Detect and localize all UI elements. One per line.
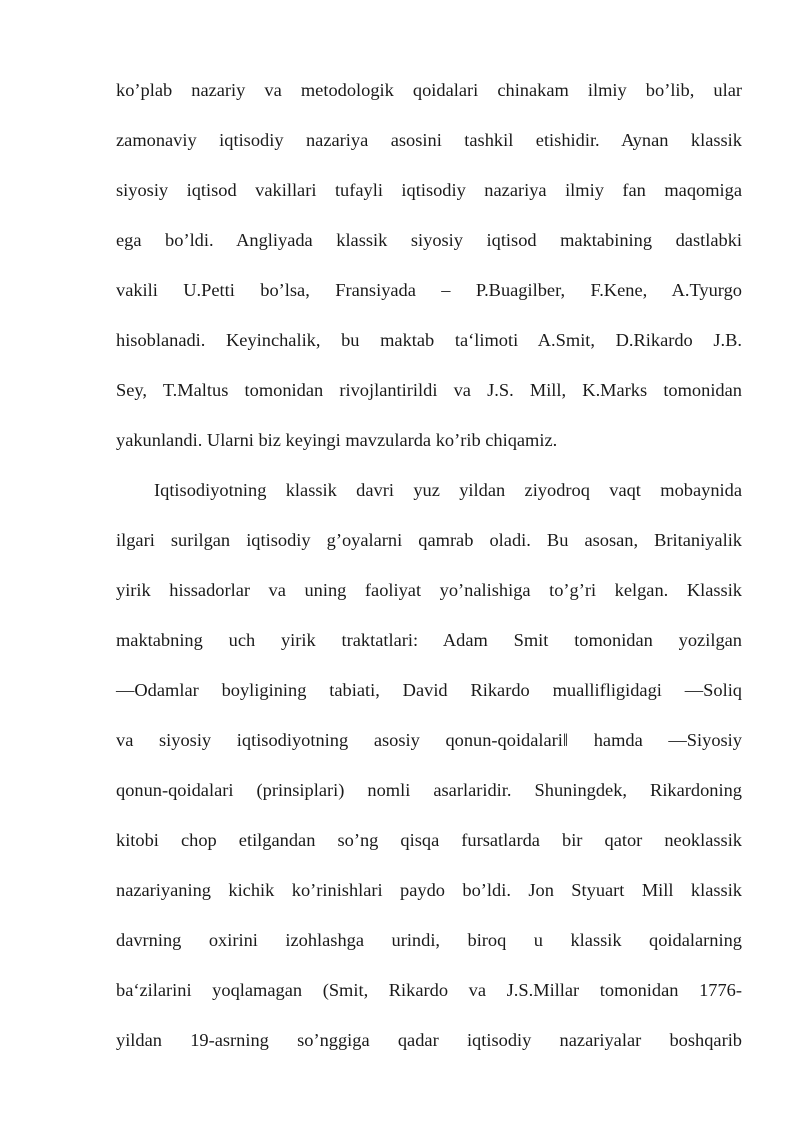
- text-line: ko’plab nazariy va metodologik qoidalari chinakam ilmiy bo’lib, ular: [116, 80, 742, 100]
- text-line: hisoblanadi. Keyinchalik, bu maktab ta‘limoti A.Smit, D.Rikardo J.B.: [116, 330, 742, 350]
- text-line: Sey, T.Maltus tomonidan rivojlantirildi va J.S. Mill, K.Marks tomonidan: [116, 380, 742, 400]
- text-line: ilgari surilgan iqtisodiy g’oyalarni qamrab oladi. Bu asosan, Britaniyalik: [116, 530, 742, 550]
- text-line: yirik hissadorlar va uning faoliyat yo’nalishiga to’g’ri kelgan. Klassik: [116, 580, 742, 600]
- text-line: davrning oxirini izohlashga urindi, biroq u klassik qoidalarning: [116, 930, 742, 950]
- text-line: qonun-qoidalari (prinsiplari) nomli asarlaridir. Shuningdek, Rikardoning: [116, 780, 742, 800]
- text-line: vakili U.Petti bo’lsa, Fransiyada – P.Buagilber, F.Kene, A.Tyurgo: [116, 280, 742, 300]
- text-line: ba‘zilarini yoqlamagan (Smit, Rikardo va J.S.Millar tomonidan 1776-: [116, 980, 742, 1000]
- text-line: zamonaviy iqtisodiy nazariya asosini tashkil etishidir. Aynan klassik: [116, 130, 742, 150]
- text-line: va siyosiy iqtisodiyotning asosiy qonun-qoidalari‖ hamda ―Siyosiy: [116, 730, 742, 750]
- text-line: nazariyaning kichik ko’rinishlari paydo bo’ldi. Jon Styuart Mill klassik: [116, 880, 742, 900]
- text-line: yildan 19-asrning so’nggiga qadar iqtisodiy nazariyalar boshqarib: [116, 1030, 742, 1050]
- paragraph-first-line: Iqtisodiyotning klassik davri yuz yildan ziyodroq vaqt mobaynida: [154, 480, 742, 500]
- text-line: kitobi chop etilgandan so’ng qisqa fursatlarda bir qator neoklassik: [116, 830, 742, 850]
- paragraph-last-line: yakunlandi. Ularni biz keyingi mavzularda ko’rib chiqamiz.: [116, 430, 558, 450]
- text-line: siyosiy iqtisod vakillari tufayli iqtisodiy nazariya ilmiy fan maqomiga: [116, 180, 742, 200]
- text-line: maktabning uch yirik traktatlari: Adam Smit tomonidan yozilgan: [116, 630, 742, 650]
- text-line: ega bo’ldi. Angliyada klassik siyosiy iqtisod maktabining dastlabki: [116, 230, 742, 250]
- text-line: ―Odamlar boyligining tabiati, David Rikardo muallifligidagi ―Soliq: [116, 680, 742, 700]
